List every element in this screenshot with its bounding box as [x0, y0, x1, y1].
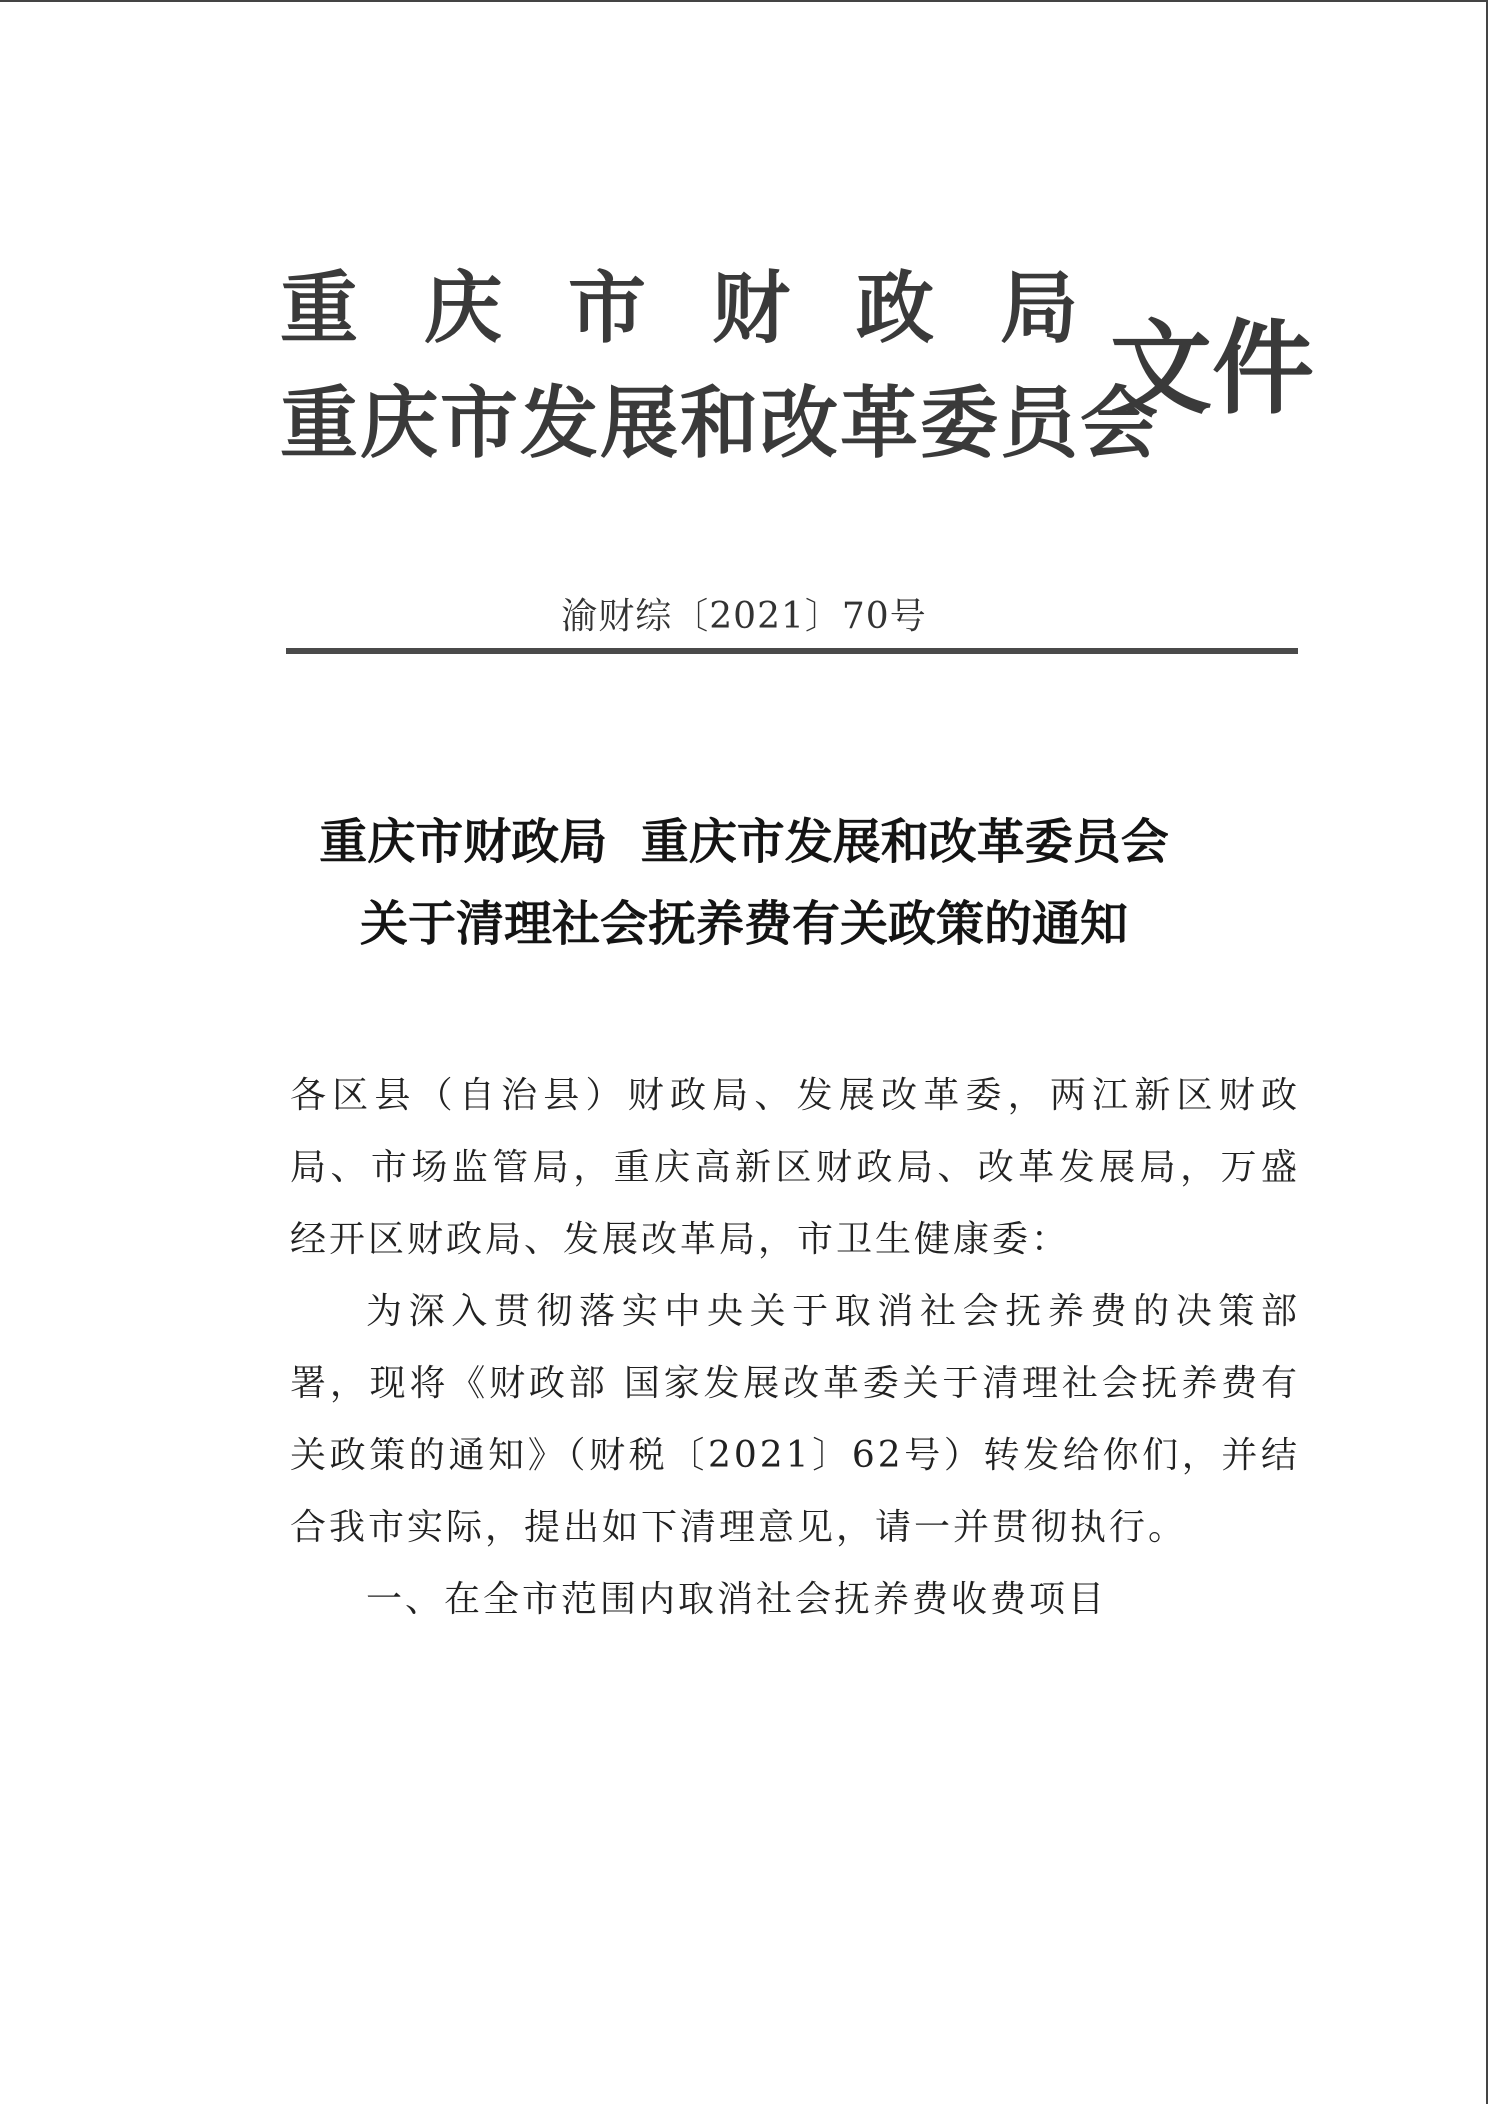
notice-title-line-1: 重庆市财政局 重庆市发展和改革委员会 [319, 814, 1169, 870]
notice-title-line-2: 关于清理社会抚养费有关政策的通知 [359, 896, 1128, 952]
section-heading-1: 一、在全市范围内取消社会抚养费收费项目 [366, 1579, 1108, 1620]
header-divider-rule [286, 648, 1298, 654]
issuing-org-line-2: 重庆市发展和改革委员会 [280, 378, 1161, 469]
intro-paragraph: 为深入贯彻落实中央关于取消社会抚养费的决策部署，现将《财政部 国家发展改革委关于清理社会抚养费有关政策的通知》（财税〔2021〕62号）转发给你们，并结合我市实际，提出如下清理意见，请一并贯彻执行。 [290, 1291, 1300, 1548]
document-number: 渝财综〔2021〕70号 [561, 596, 927, 637]
notice-body [290, 1060, 1300, 1636]
document-header-suffix: 文件 [1110, 309, 1314, 429]
recipients-paragraph: 各区县（自治县）财政局、发展改革委，两江新区财政局、市场监管局，重庆高新区财政局、改革发展局，万盛经开区财政局、发展改革局，市卫生健康委： [290, 1075, 1300, 1260]
page-border-top [0, 0, 1488, 2]
issuing-org-line-1: 重庆市财政局 [280, 263, 1145, 354]
